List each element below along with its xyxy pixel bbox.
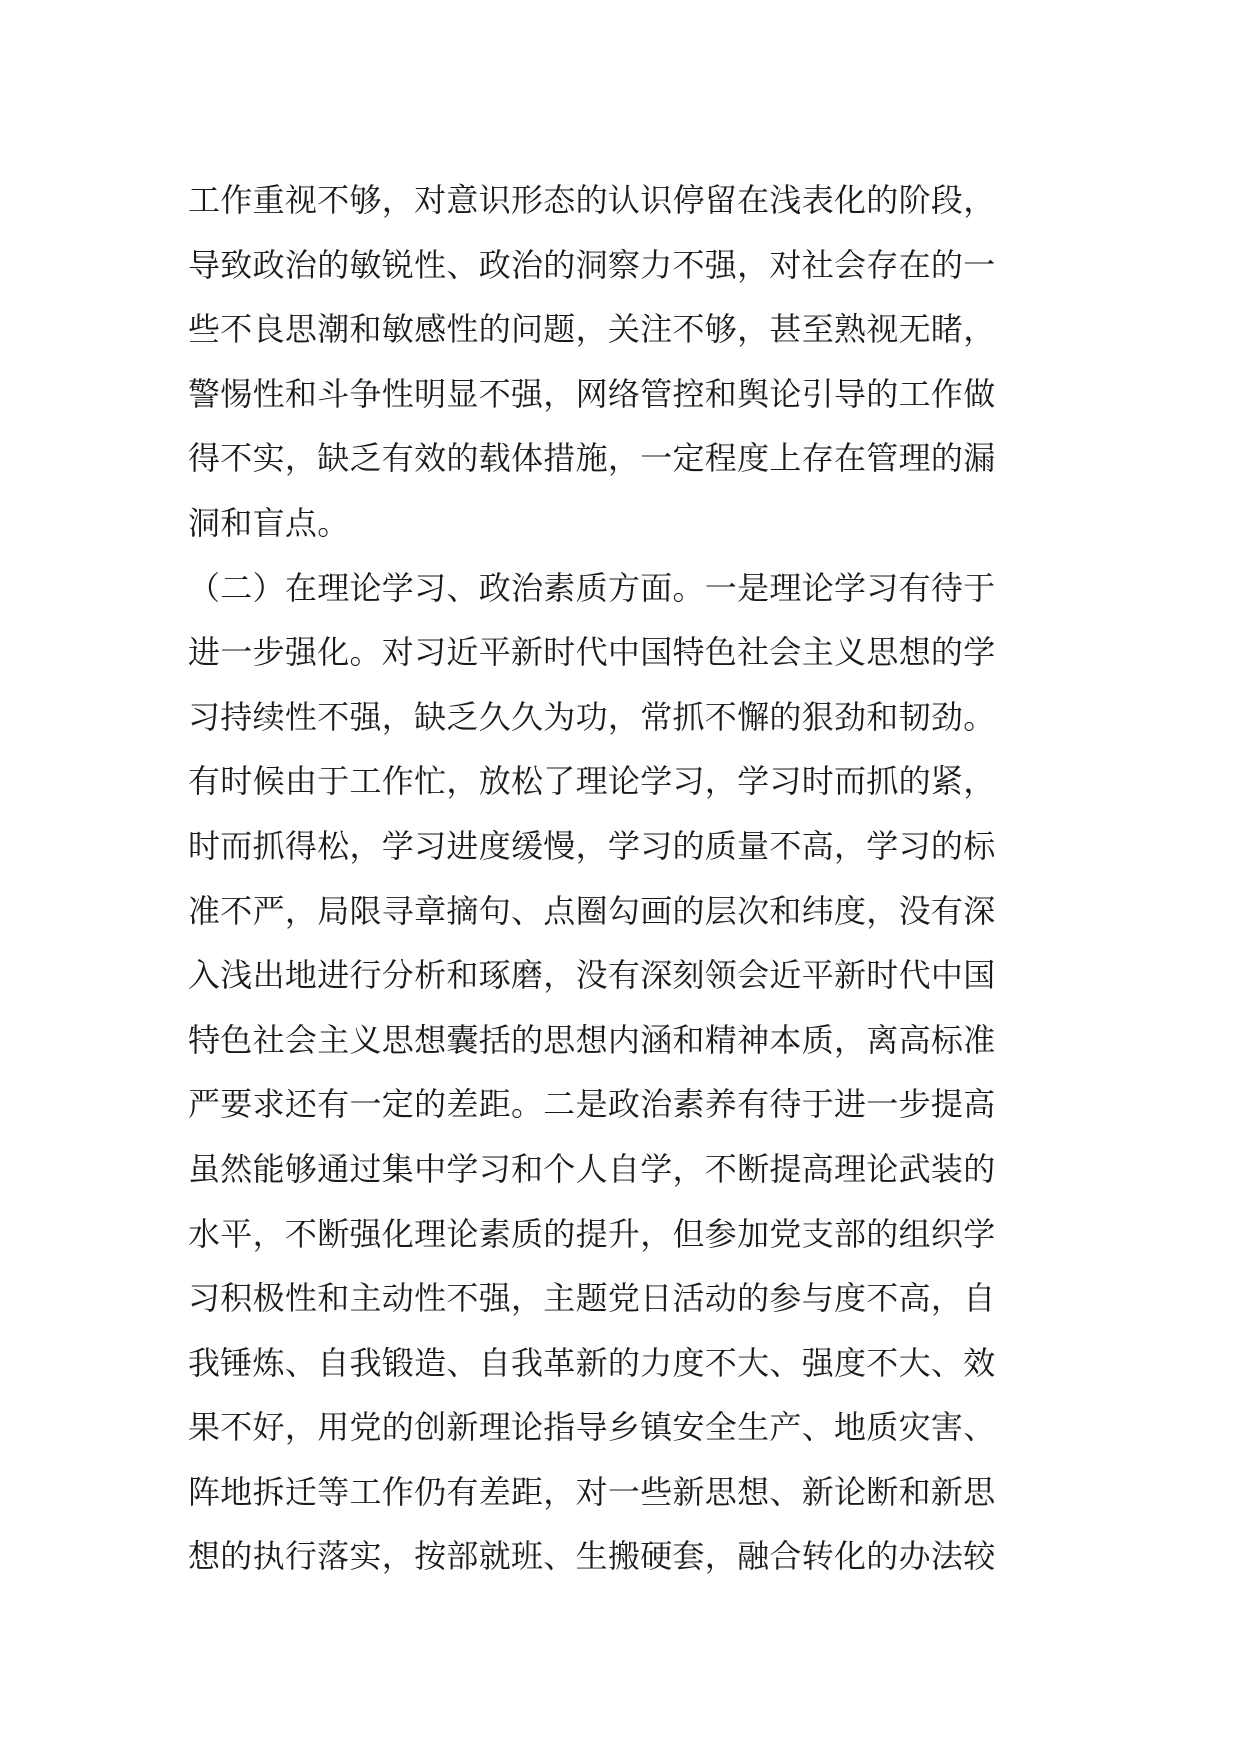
text-line: 想的执行落实，按部就班、生搬硬套，融合转化的办法较 <box>188 1537 996 1576</box>
text-line: 些不良思潮和敏感性的问题，关注不够，甚至熟视无睹， <box>188 310 996 349</box>
text-line: 工作重视不够，对意识形态的认识停留在浅表化的阶段， <box>188 181 996 219</box>
text-line: 得不实，缺乏有效的载体措施，一定程度上存在管理的漏 <box>188 439 996 478</box>
text-line: 我锤炼、自我锻造、自我革新的力度不大、强度不大、效 <box>188 1343 996 1382</box>
text-line: 有时候由于工作忙，放松了理论学习，学习时而抓的紧， <box>188 762 996 801</box>
text-line: 导致政治的敏锐性、政治的洞察力不强，对社会存在的一 <box>188 245 996 284</box>
text-line: 虽然能够通过集中学习和个人自学，不断提高理论武装的 <box>188 1149 996 1188</box>
text-line: 习持续性不强，缺乏久久为功，常抓不懈的狠劲和韧劲。 <box>188 697 996 736</box>
text-line: 洞和盲点。 <box>188 503 350 542</box>
text-line: 准不严，局限寻章摘句、点圈勾画的层次和纬度，没有深 <box>188 891 996 930</box>
text-line: 警惕性和斗争性明显不强，网络管控和舆论引导的工作做 <box>188 374 996 413</box>
text-line: 水平，不断强化理论素质的提升，但参加党支部的组织学 <box>188 1214 996 1253</box>
text-line: 时而抓得松，学习进度缓慢，学习的质量不高，学习的标 <box>188 826 996 865</box>
body-text <box>188 168 1068 1589</box>
section-heading-line: （二）在理论学习、政治素质方面。一是理论学习有待于 <box>188 568 996 607</box>
text-line: 习积极性和主动性不强，主题党日活动的参与度不高，自 <box>188 1279 996 1318</box>
text-line: 特色社会主义思想囊括的思想内涵和精神本质，离高标准 <box>188 1020 996 1059</box>
text-line: 严要求还有一定的差距。二是政治素养有待于进一步提高 <box>188 1085 996 1124</box>
text-line: 阵地拆迁等工作仍有差距，对一些新思想、新论断和新思 <box>188 1472 996 1511</box>
text-line: 进一步强化。对习近平新时代中国特色社会主义思想的学 <box>188 633 996 672</box>
text-line: 入浅出地进行分析和琢磨，没有深刻领会近平新时代中国 <box>188 956 996 995</box>
text-line: 果不好，用党的创新理论指导乡镇安全生产、地质灾害、 <box>188 1408 996 1447</box>
